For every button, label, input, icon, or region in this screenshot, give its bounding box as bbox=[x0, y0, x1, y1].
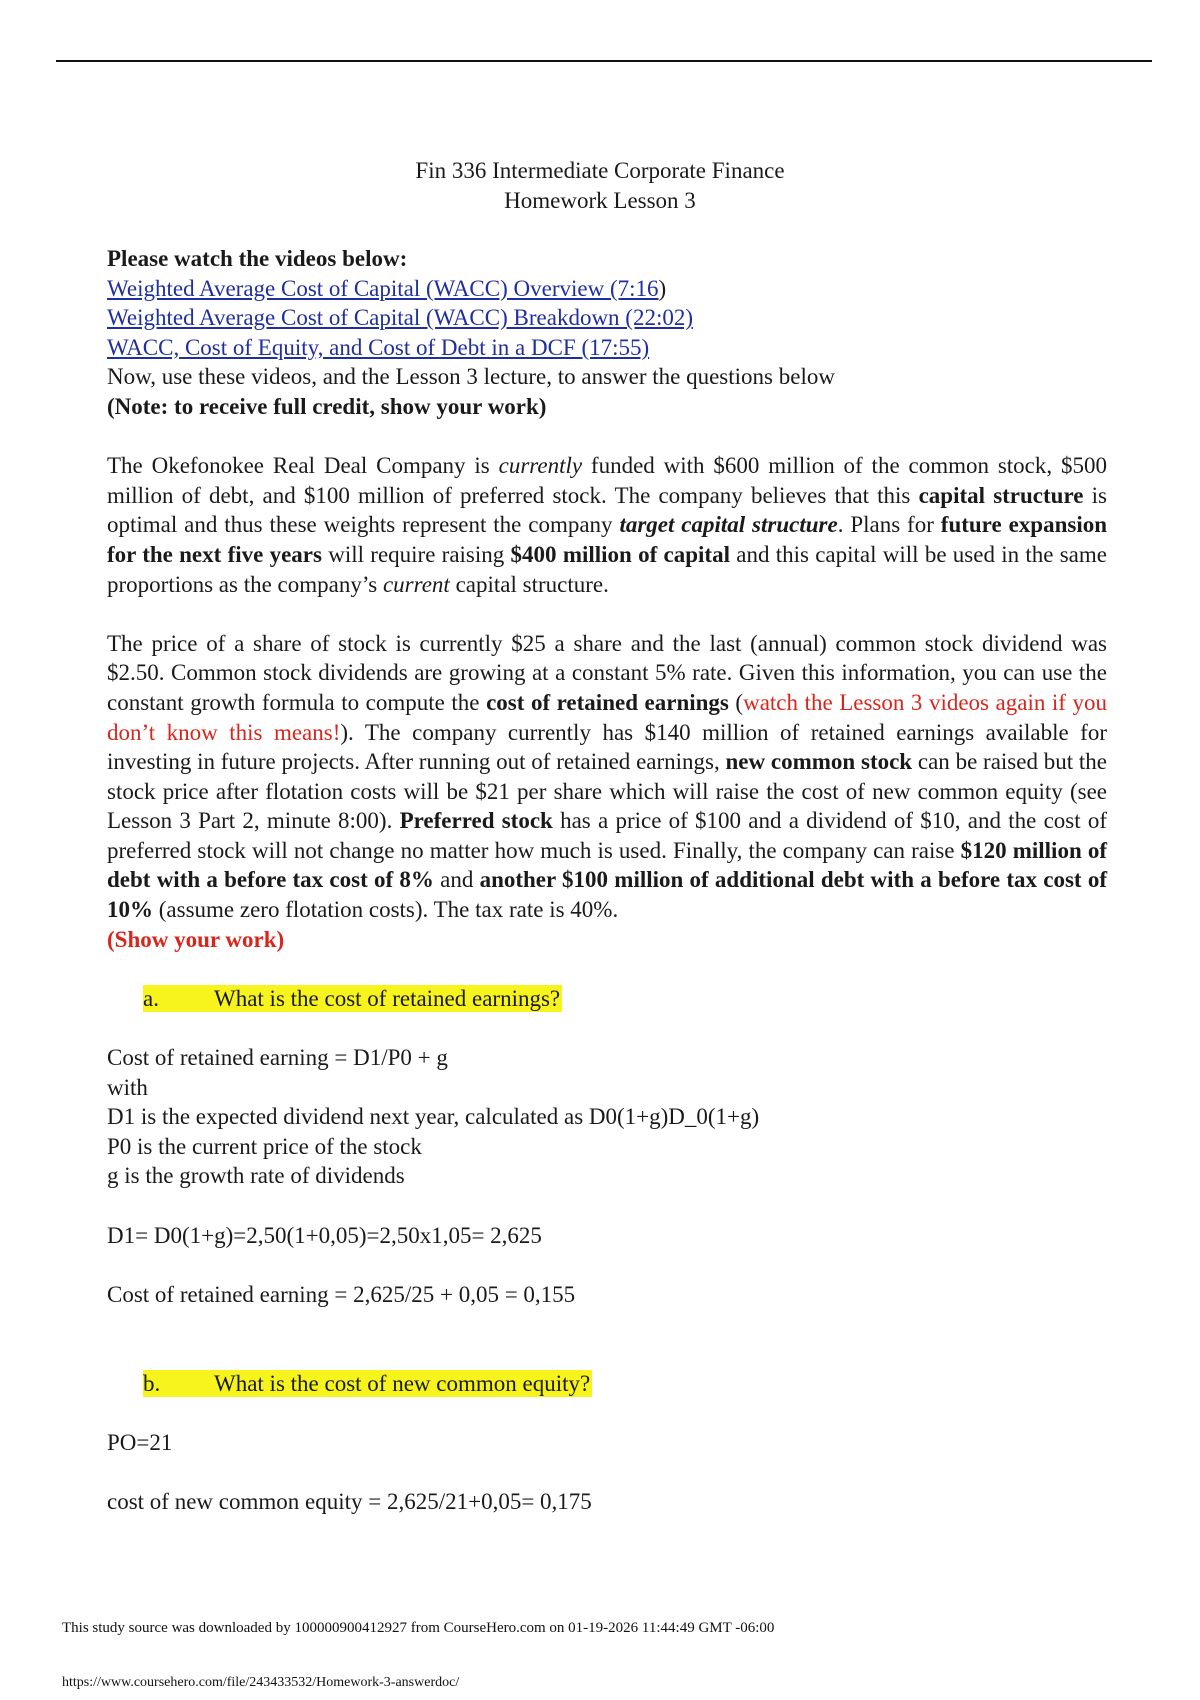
paragraph-cost-details: The price of a share of stock is currently $25 a share and the last (annual) common stock dividend was $2.50. Common stock dividends are growing at a constant 5% rate. Given this information, you can use the constant growth formula to compute the cost of retained earnings (watch the Lesson 3 videos again if you don’t know this means!). The company currently has $140 million of retained earnings available for investing in future projects. After running out of retained earnings, new common stock can be raised but the stock price after flotation costs will be $21 per share which will raise the cost of new common equity (see Lesson 3 Part 2, minute 8:00). Preferred stock has a price of $100 and a dividend of $10, and the cost of preferred stock will not change no matter how much is used. Finally, the company can raise $120 million of debt with a before tax cost of 8% and another $100 million of additional debt with a before tax cost of 10% (assume zero flotation costs). The tax rate is 40%. bbox=[107, 630, 1108, 923]
document-title bbox=[0, 156, 1200, 216]
question-b-letter: b. bbox=[143, 1370, 161, 1396]
answer-a-def-g: g is the growth rate of dividends bbox=[107, 1163, 405, 1189]
question-a bbox=[143, 984, 1107, 1014]
video-link-3 bbox=[107, 333, 1107, 363]
answer-b-result: cost of new common equity = 2,625/21+0,05= 0,175 bbox=[107, 1488, 592, 1514]
video-link-1: Weighted Average Cost of Capital (WACC) Overview (7:16) bbox=[107, 275, 667, 301]
video-link-2 bbox=[107, 303, 1107, 333]
question-a-letter: a. bbox=[143, 985, 159, 1011]
instruction-text: Now, use these videos, and the Lesson 3 lecture, to answer the questions below bbox=[107, 364, 835, 390]
question-b-text: What is the cost of new common equity? bbox=[214, 1370, 591, 1396]
answer-a-def-d1: D1 is the expected dividend next year, calculated as D0(1+g)D_0(1+g) bbox=[107, 1104, 760, 1130]
video-link-breakdown[interactable]: Weighted Average Cost of Capital (WACC) Breakdown (22:02) bbox=[107, 305, 694, 331]
course-title: Fin 336 Intermediate Corporate Finance bbox=[415, 158, 785, 183]
answer-a-calc-d1: D1= D0(1+g)=2,50(1+0,05)=2,50x1,05= 2,625 bbox=[107, 1222, 542, 1248]
source-url[interactable]: https://www.coursehero.com/file/243433532/Homework-3-answerdoc/ bbox=[62, 1675, 460, 1690]
answer-a-def-p0: P0 is the current price of the stock bbox=[107, 1133, 422, 1159]
question-a-text: What is the cost of retained earnings? bbox=[214, 985, 561, 1011]
question-b bbox=[143, 1369, 1107, 1399]
note-text: (Note: to receive full credit, show your work) bbox=[107, 393, 547, 419]
document-body bbox=[107, 244, 1107, 1517]
answer-a-with: with bbox=[107, 1074, 148, 1100]
download-note: This study source was downloaded by 100000900412927 from CourseHero.com on 01-19-2026 11:44:49 GMT -06:00 bbox=[62, 1620, 775, 1636]
show-work-note: (Show your work) bbox=[107, 926, 285, 952]
answer-b-price: PO=21 bbox=[107, 1429, 173, 1455]
answer-a-result: Cost of retained earning = 2,625/25 + 0,05 = 0,155 bbox=[107, 1281, 576, 1307]
intro-heading: Please watch the videos below: bbox=[107, 246, 408, 271]
video-link-overview[interactable]: Weighted Average Cost of Capital (WACC) Overview (7:16 bbox=[107, 275, 659, 301]
assignment-title: Homework Lesson 3 bbox=[504, 188, 696, 213]
video-link-dcf[interactable]: WACC, Cost of Equity, and Cost of Debt in a DCF (17:55) bbox=[107, 334, 650, 360]
top-rule bbox=[56, 60, 1152, 62]
answer-a-formula: Cost of retained earning = D1/P0 + g bbox=[107, 1045, 448, 1071]
paragraph-capital-structure: The Okefonokee Real Deal Company is currently funded with $600 million of the common stock, $500 million of debt, and $100 million of preferred stock. The company believes that this capital structure is optimal and thus these weights represent the company target capital structure. Plans for future expansion for the next five years will require raising $400 million of capital and this capital will be used in the same proportions as the company’s current capital structure. bbox=[107, 453, 1107, 597]
